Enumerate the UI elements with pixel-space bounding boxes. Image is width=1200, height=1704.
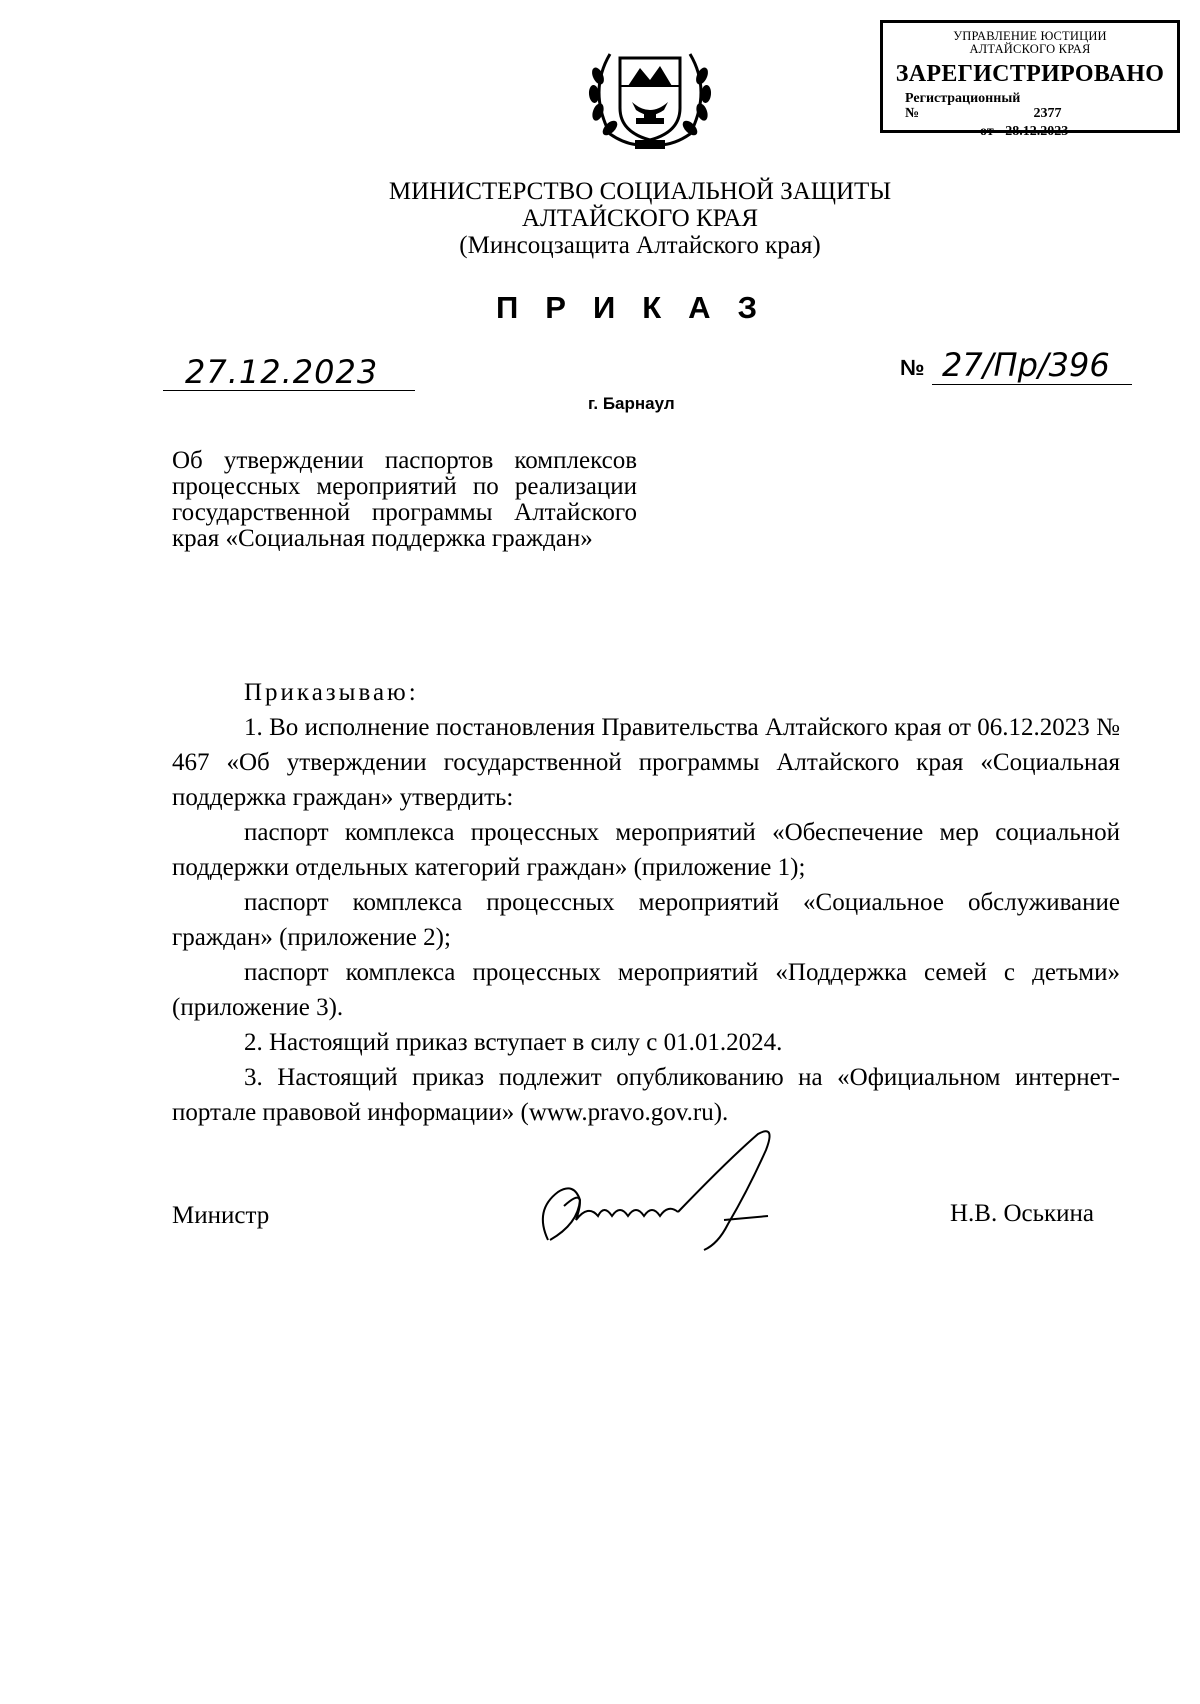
coat-of-arms-emblem	[580, 36, 720, 156]
body-paragraph: паспорт комплекса процессных мероприятий «Обеспечение мер социальной поддержки отдельных категорий граждан» (приложение 1);	[172, 819, 1120, 881]
registration-stamp	[880, 20, 1180, 139]
body-paragraph: паспорт комплекса процессных мероприятий «Поддержка семей с детьми» (приложение 3).	[172, 959, 1120, 1021]
ministry-header	[300, 178, 980, 259]
stamp-status: ЗАРЕГИСТРИРОВАНО	[895, 61, 1165, 87]
order-date: 27.12.2023	[185, 353, 379, 391]
stamp-organization: УПРАВЛЕНИЕ ЮСТИЦИИ АЛТАЙСКОГО КРАЯ	[953, 29, 1107, 56]
ministry-name-line2: АЛТАЙСКОГО КРАЯ	[521, 205, 759, 232]
signatory-position: Министр	[172, 1202, 270, 1229]
ministry-short-name: (Минсоцзащита Алтайского края)	[459, 232, 821, 259]
order-date-field	[163, 353, 415, 391]
order-number-field	[932, 346, 1132, 385]
number-sign: №	[900, 355, 925, 380]
body-paragraph: 3. Настоящий приказ подлежит опубликованию на «Официальном интернет-портале правовой информации» (www.pravo.gov.ru).	[172, 1064, 1120, 1126]
document-type-title: ПРИКАЗ	[496, 290, 784, 325]
body-paragraph: 1. Во исполнение постановления Правительства Алтайского края от 06.12.2023 № 467 «Об утверждении государственной программы Алтайского края «Социальная поддержка граждан» утвердить:	[172, 714, 1120, 811]
stamp-date: от 28.12.2023	[980, 124, 1069, 139]
city-label: г. Барнаул	[588, 394, 675, 413]
order-subject: Об утверждении паспортов комплексов процессных мероприятий по реализации государственной программы Алтайского края «Социальная поддержка граждан»	[172, 447, 637, 552]
order-number: 27/Пр/396	[942, 346, 1110, 384]
body-paragraph: 2. Настоящий приказ вступает в силу с 01.01.2024.	[244, 1029, 783, 1056]
signatory-name: Н.В. Оськина	[950, 1200, 1095, 1227]
order-body	[172, 675, 1120, 1130]
body-paragraph: паспорт комплекса процессных мероприятий «Социальное обслуживание граждан» (приложение 2);	[172, 889, 1120, 951]
handwritten-signature	[528, 1120, 818, 1260]
decree-word: Приказываю:	[244, 679, 419, 706]
ministry-name-line1: МИНИСТЕРСТВО СОЦИАЛЬНОЙ ЗАЩИТЫ	[388, 178, 892, 205]
stamp-reg-number: Регистрационный № 2377	[905, 91, 1062, 121]
